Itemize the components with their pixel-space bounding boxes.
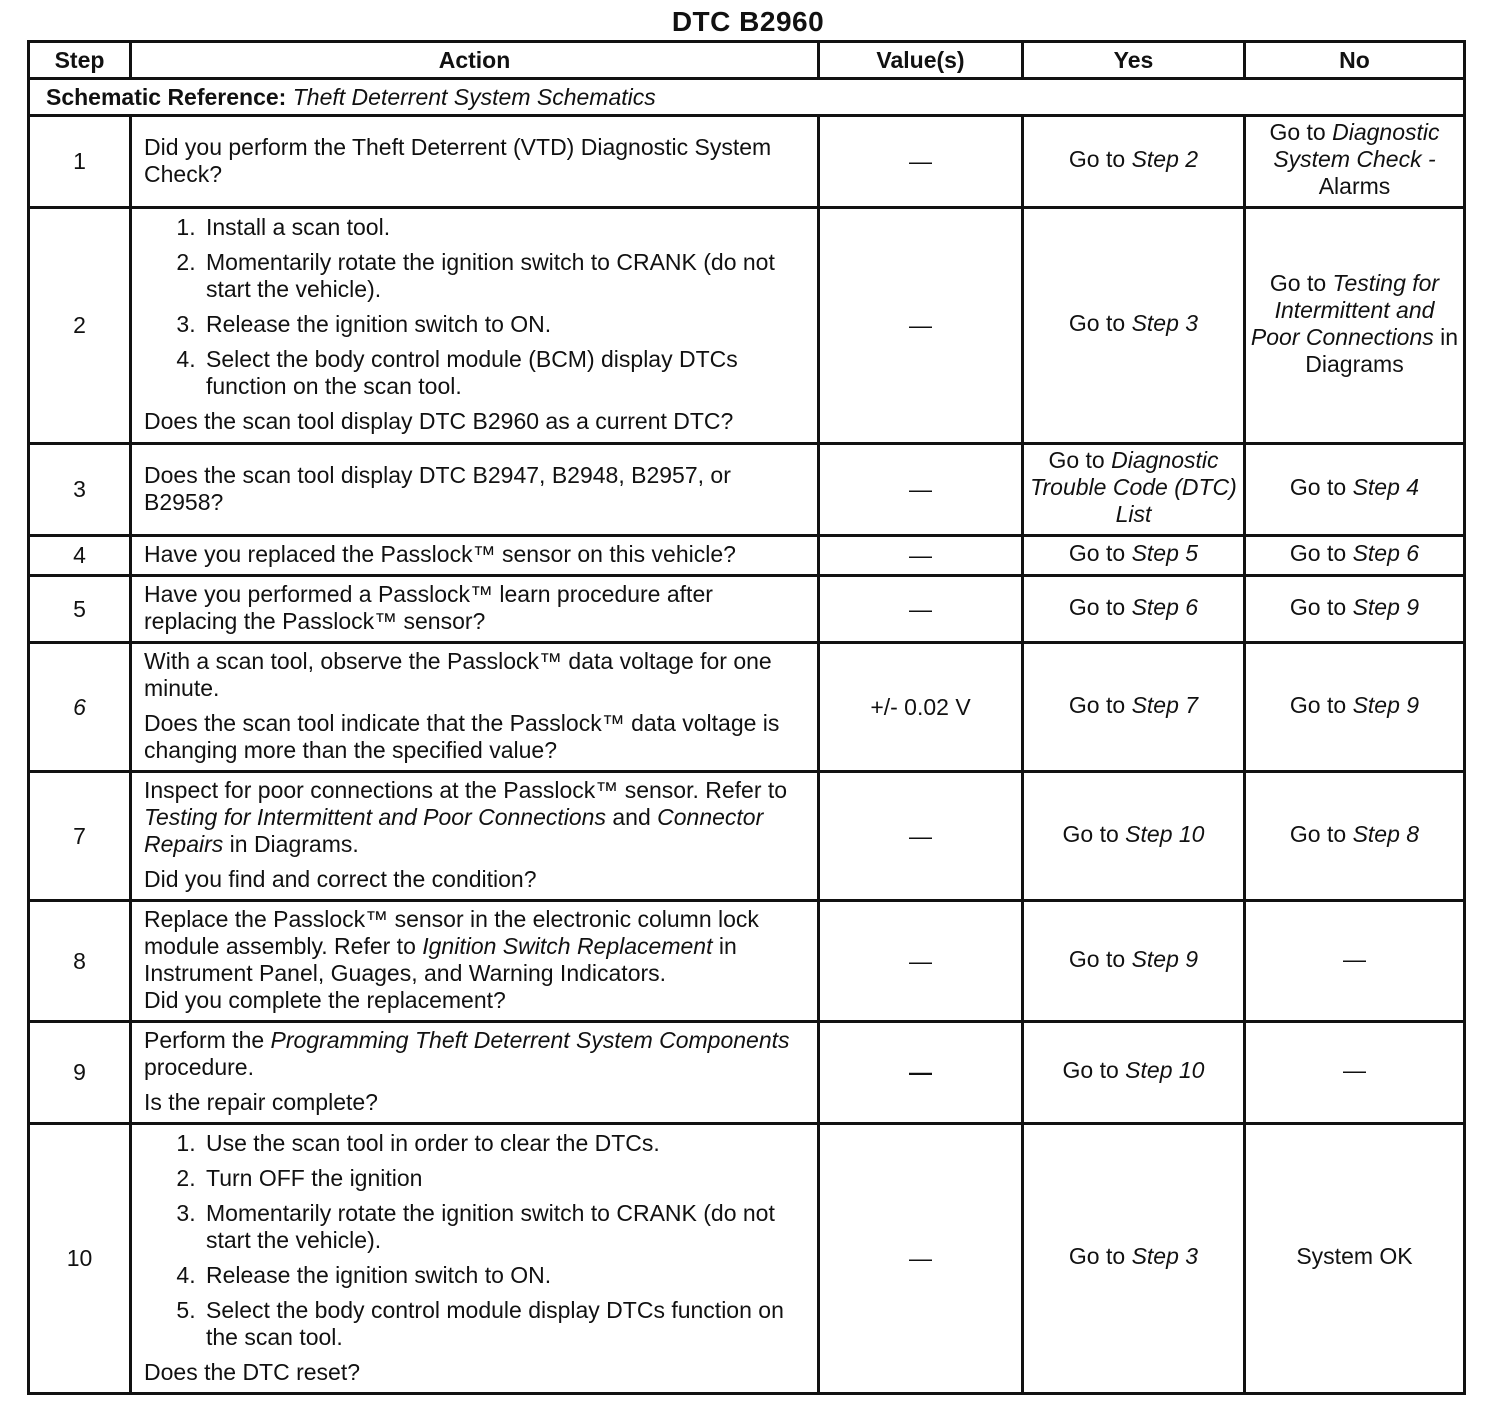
yes-cell <box>1023 643 1245 772</box>
value-cell: +/- 0.02 V <box>819 643 1023 772</box>
instruction-text: Replace the Passlock™ sensor in the electronic column lock module assembly. Refer to <box>144 906 759 959</box>
yes-link[interactable]: Step 3 <box>1131 310 1199 336</box>
yes-link[interactable]: Step 7 <box>1131 691 1199 718</box>
yes-prefix: Go to <box>1068 540 1126 566</box>
instruction-text: and <box>612 804 651 830</box>
yes-cell <box>1023 901 1245 1022</box>
no-prefix: Go to <box>1269 269 1327 296</box>
value-cell: — <box>819 1124 1023 1394</box>
yes-link[interactable]: Step 9 <box>1131 945 1199 972</box>
yes-cell <box>1023 536 1245 576</box>
instruction-text: in Instrument Panel, Guages, and Warning Indicators. <box>144 933 737 986</box>
no-cell: — <box>1245 1022 1465 1124</box>
header-row <box>29 42 1465 79</box>
yes-prefix: Go to <box>1068 146 1126 172</box>
yes-link[interactable]: Step 6 <box>1131 593 1199 620</box>
yes-link[interactable]: Step 10 <box>1125 1057 1205 1083</box>
question: Have you replaced the Passlock™ sensor on this vehicle? <box>144 541 736 567</box>
no-link[interactable]: Step 8 <box>1352 820 1420 847</box>
yes-cell <box>1023 116 1245 208</box>
value-cell: — <box>819 116 1023 208</box>
value-cell: — <box>819 576 1023 643</box>
page-title: DTC B2960 <box>671 6 825 37</box>
list-item: 4. Release the ignition switch to ON. <box>202 1262 807 1289</box>
list-item: 2. Turn OFF the ignition <box>202 1165 807 1192</box>
procedure-list <box>144 1130 807 1351</box>
yes-prefix: Go to <box>1068 691 1126 718</box>
yes-prefix: Go to <box>1062 1057 1119 1083</box>
value-cell: — <box>819 208 1023 444</box>
step-number: 2 <box>29 208 131 444</box>
header-yes: Yes <box>1023 42 1245 79</box>
yes-cell <box>1023 1022 1245 1124</box>
instruction-text: Perform the <box>144 1027 265 1053</box>
yes-link[interactable]: Diagnostic Trouble Code (DTC) List <box>1030 447 1237 527</box>
action-cell <box>131 772 819 901</box>
action-cell <box>131 444 819 536</box>
no-cell <box>1245 444 1465 536</box>
question: Does the scan tool display DTC B2960 as a current DTC? <box>144 408 734 434</box>
instruction: With a scan tool, observe the Passlock™ data voltage for one minute. <box>144 648 772 701</box>
yes-cell <box>1023 444 1245 536</box>
table-row <box>29 901 1465 1022</box>
yes-cell <box>1023 1124 1245 1394</box>
no-link[interactable]: Step 4 <box>1352 474 1420 500</box>
reference-link[interactable]: Programming Theft Deterrent System Components <box>270 1027 790 1053</box>
no-cell <box>1245 536 1465 576</box>
list-item: 3. Release the ignition switch to ON. <box>202 311 807 338</box>
table-row <box>29 772 1465 901</box>
instruction <box>144 1027 807 1081</box>
instruction-text: Inspect for poor connections at the Passlock™ sensor. Refer to <box>144 777 788 803</box>
step-number: 6 <box>29 643 131 772</box>
no-cell <box>1245 643 1465 772</box>
question: Did you find and correct the condition? <box>144 866 537 892</box>
no-cell <box>1245 772 1465 901</box>
action-cell <box>131 536 819 576</box>
no-cell: — <box>1245 901 1465 1022</box>
header-step: Step <box>29 42 131 79</box>
table-row <box>29 576 1465 643</box>
action-cell <box>131 643 819 772</box>
action-cell <box>131 901 819 1022</box>
step-number: 4 <box>29 536 131 576</box>
action-cell <box>131 116 819 208</box>
value-cell: — <box>819 444 1023 536</box>
list-item: 1. Install a scan tool. <box>202 214 807 241</box>
no-cell <box>1245 576 1465 643</box>
table-row <box>29 116 1465 208</box>
action-cell <box>131 576 819 643</box>
reference-link[interactable]: Testing for Intermittent and Poor Connections <box>144 804 606 830</box>
question: Does the scan tool indicate that the Passlock™ data voltage is changing more than the specified value? <box>144 710 780 763</box>
no-prefix: Go to <box>1289 540 1347 566</box>
step-number: 1 <box>29 116 131 208</box>
yes-prefix: Go to <box>1048 447 1105 473</box>
yes-link[interactable]: Step 3 <box>1131 1243 1199 1269</box>
instruction <box>144 906 807 987</box>
value-cell: — <box>819 536 1023 576</box>
procedure-list <box>144 214 807 400</box>
no-suffix: Alarms <box>1318 173 1391 199</box>
schematic-reference-row <box>29 79 1465 116</box>
question: Does the DTC reset? <box>144 1358 361 1385</box>
question: Does the scan tool display DTC B2947, B2948, B2957, or B2958? <box>144 461 731 515</box>
list-item: 3. Momentarily rotate the ignition switch to CRANK (do not start the vehicle). <box>202 1200 807 1254</box>
table-row <box>29 1022 1465 1124</box>
step-number: 9 <box>29 1022 131 1124</box>
no-prefix: Go to <box>1269 119 1326 145</box>
instruction-text: in Diagrams. <box>229 831 359 857</box>
yes-cell <box>1023 208 1245 444</box>
no-link[interactable]: Step 9 <box>1352 691 1420 718</box>
value-cell: — <box>819 772 1023 901</box>
no-prefix: Go to <box>1289 691 1347 718</box>
value-cell: — <box>819 1022 1023 1124</box>
table-row <box>29 444 1465 536</box>
no-cell <box>1245 116 1465 208</box>
schematic-reference <box>29 79 1465 116</box>
yes-prefix: Go to <box>1068 945 1126 972</box>
reference-link[interactable]: Connector Repairs <box>144 804 764 857</box>
yes-cell <box>1023 772 1245 901</box>
diagnostic-table <box>27 40 1466 1395</box>
table-row <box>29 208 1465 444</box>
instruction <box>144 777 807 858</box>
table-row <box>29 1124 1465 1394</box>
schematic-reference-label: Schematic Reference: <box>46 83 287 110</box>
question: Did you complete the replacement? <box>144 987 506 1013</box>
question: Did you perform the Theft Deterrent (VTD) Diagnostic System Check? <box>144 133 772 187</box>
step-number: 8 <box>29 901 131 1022</box>
yes-prefix: Go to <box>1068 593 1126 620</box>
list-item: 4. Select the body control module (BCM) display DTCs function on the scan tool. <box>202 346 807 400</box>
no-prefix: Go to <box>1289 593 1347 620</box>
reference-link[interactable]: Ignition Switch Replacement <box>422 933 713 959</box>
schematic-reference-link[interactable]: Theft Deterrent System Schematics <box>292 83 656 110</box>
yes-prefix: Go to <box>1068 310 1126 336</box>
step-number: 7 <box>29 772 131 901</box>
step-number: 5 <box>29 576 131 643</box>
no-suffix: in Diagrams <box>1305 323 1459 377</box>
header-action: Action <box>131 42 819 79</box>
table-row <box>29 643 1465 772</box>
yes-cell <box>1023 576 1245 643</box>
yes-link[interactable]: Step 2 <box>1131 146 1199 172</box>
list-item: 2. Momentarily rotate the ignition switch to CRANK (do not start the vehicle). <box>202 249 807 303</box>
action-cell <box>131 1022 819 1124</box>
yes-link[interactable]: Step 10 <box>1125 820 1205 847</box>
step-number: 10 <box>29 1124 131 1394</box>
no-cell <box>1245 208 1465 444</box>
instruction-text: procedure. <box>144 1054 254 1080</box>
action-cell <box>131 208 819 444</box>
no-link[interactable]: Step 6 <box>1352 540 1420 566</box>
yes-link[interactable]: Step 5 <box>1131 540 1199 566</box>
no-link[interactable]: Step 9 <box>1352 593 1420 620</box>
header-no: No <box>1245 42 1465 79</box>
no-cell: System OK <box>1245 1124 1465 1394</box>
table-row <box>29 536 1465 576</box>
step-number: 3 <box>29 444 131 536</box>
question: Is the repair complete? <box>144 1089 378 1115</box>
no-prefix: Go to <box>1289 474 1347 500</box>
yes-prefix: Go to <box>1068 1243 1126 1269</box>
value-cell: — <box>819 901 1023 1022</box>
question: Have you performed a Passlock™ learn procedure after replacing the Passlock™ sensor? <box>144 581 713 634</box>
yes-prefix: Go to <box>1062 820 1119 847</box>
no-link[interactable]: Testing for Intermittent and Poor Connections <box>1250 269 1440 350</box>
header-values: Value(s) <box>819 42 1023 79</box>
list-item: 5. Select the body control module display DTCs function on the scan tool. <box>202 1297 807 1351</box>
list-item: 1. Use the scan tool in order to clear the DTCs. <box>202 1130 807 1157</box>
action-cell <box>131 1124 819 1394</box>
no-link[interactable]: Diagnostic System Check - <box>1273 119 1440 172</box>
no-prefix: Go to <box>1289 820 1347 847</box>
